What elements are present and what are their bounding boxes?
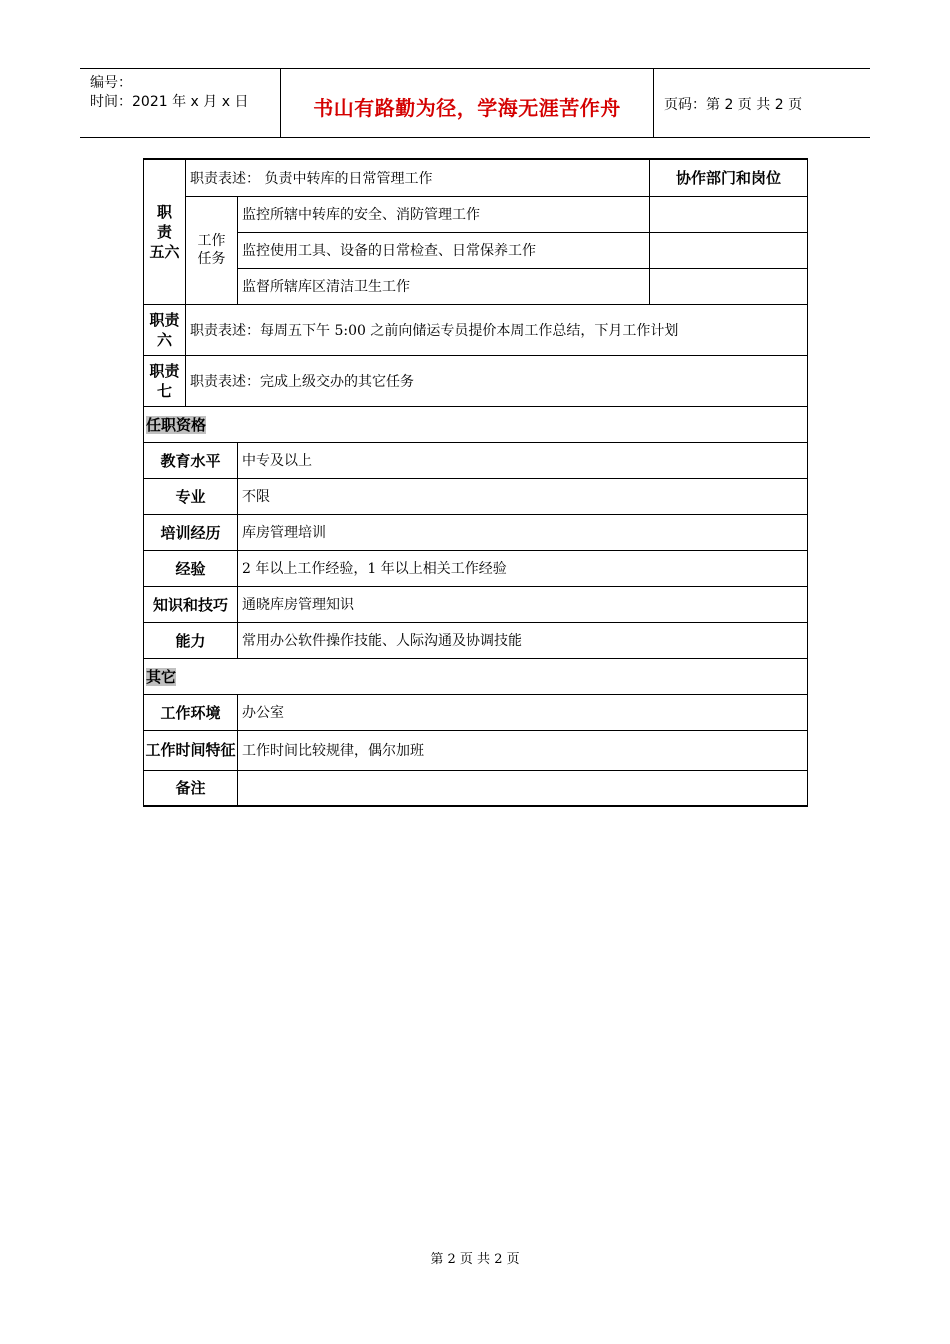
duty56-task-row xyxy=(144,196,808,232)
duty6-description: 职责表述：每周五下午 5:00 之前向储运专员提价本周工作总结，下月工作计划 xyxy=(186,304,808,355)
duty56-task: 监控所辖中转库的安全、消防管理工作 xyxy=(238,196,650,232)
document-number-label: 编号： xyxy=(90,75,132,91)
coop-dept-header: 协作部门和岗位 xyxy=(650,159,808,196)
qualification-row xyxy=(144,442,808,478)
qualification-label: 培训经历 xyxy=(144,514,238,550)
duty6-label: 职责 六 xyxy=(144,304,186,355)
header-motto-cell xyxy=(281,69,654,137)
qualification-row xyxy=(144,550,808,586)
page-header xyxy=(80,68,870,138)
qualification-label: 教育水平 xyxy=(144,442,238,478)
duty56-task-label: 工作 任务 xyxy=(186,196,238,304)
qualification-value: 不限 xyxy=(238,478,808,514)
other-row xyxy=(144,694,808,730)
duty56-task: 监督所辖库区清洁卫生工作 xyxy=(238,268,650,304)
header-page-cell xyxy=(654,69,870,137)
other-value xyxy=(238,770,808,806)
other-title: 其它 xyxy=(144,658,808,694)
duty56-description: 职责表述： 负责中转库的日常管理工作 xyxy=(186,159,650,196)
header-motto: 书山有路勤为径，学海无涯苦作舟 xyxy=(313,96,621,120)
other-label: 工作时间特征 xyxy=(144,730,238,770)
qualification-value: 常用办公软件操作技能、人际沟通及协调技能 xyxy=(238,622,808,658)
qualification-row xyxy=(144,514,808,550)
document-date: 时间：2021 年 x 月 x 日 xyxy=(90,94,249,110)
duty56-task-coop xyxy=(650,232,808,268)
page-footer: 第 2 页 共 2 页 xyxy=(430,1252,520,1267)
duty7-label: 职责 七 xyxy=(144,355,186,406)
other-label: 备注 xyxy=(144,770,238,806)
duty56-description-row xyxy=(144,159,808,196)
duty56-task-coop xyxy=(650,268,808,304)
duty56-task-coop xyxy=(650,196,808,232)
qualification-label: 经验 xyxy=(144,550,238,586)
qualification-row xyxy=(144,622,808,658)
other-row xyxy=(144,770,808,806)
qualifications-title: 任职资格 xyxy=(144,406,808,442)
duty7-row xyxy=(144,355,808,406)
duty56-task-row xyxy=(144,232,808,268)
qualification-label: 能力 xyxy=(144,622,238,658)
qualification-label: 专业 xyxy=(144,478,238,514)
job-description-table xyxy=(143,158,808,807)
duty56-task: 监控使用工具、设备的日常检查、日常保养工作 xyxy=(238,232,650,268)
qualification-value: 2 年以上工作经验，1 年以上相关工作经验 xyxy=(238,550,808,586)
qualification-value: 中专及以上 xyxy=(238,442,808,478)
header-meta-cell xyxy=(80,69,281,137)
other-value: 工作时间比较规律，偶尔加班 xyxy=(238,730,808,770)
qualification-value: 库房管理培训 xyxy=(238,514,808,550)
qualification-row xyxy=(144,586,808,622)
other-section-row xyxy=(144,658,808,694)
other-label: 工作环境 xyxy=(144,694,238,730)
header-page-info: 页码：第 2 页 共 2 页 xyxy=(664,97,803,113)
duty7-description: 职责表述：完成上级交办的其它任务 xyxy=(186,355,808,406)
qualification-value: 通晓库房管理知识 xyxy=(238,586,808,622)
duty6-row xyxy=(144,304,808,355)
duty56-label: 职 责 五六 xyxy=(144,159,186,304)
other-row xyxy=(144,730,808,770)
qualification-label: 知识和技巧 xyxy=(144,586,238,622)
duty56-task-row xyxy=(144,268,808,304)
other-value: 办公室 xyxy=(238,694,808,730)
qualification-row xyxy=(144,478,808,514)
qualifications-section-row xyxy=(144,406,808,442)
